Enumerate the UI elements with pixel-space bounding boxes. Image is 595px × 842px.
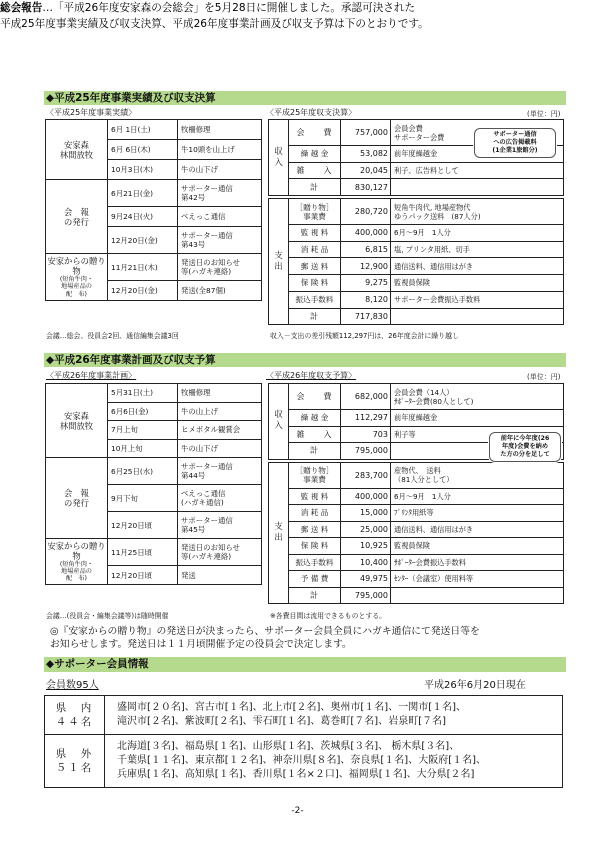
gift-notice-line2: お知らせします。発送日は１１月頃開催予定の役員会で決定します。 bbox=[50, 639, 352, 650]
expense-note: 産物代、 送料 （81人分として） bbox=[391, 462, 564, 488]
activity-row bbox=[46, 254, 262, 281]
activity-detail: 発送(全87個) bbox=[178, 281, 262, 301]
expense-row bbox=[269, 571, 564, 588]
expense-label: 支 出 bbox=[269, 199, 289, 325]
income-item: 会 費 bbox=[289, 384, 341, 410]
activity-category-label: 安家からの贈り物 bbox=[47, 540, 106, 561]
expense-amount: 8,120 bbox=[341, 291, 391, 308]
caption-activities-26: 〈平成26年度事業計画〉 bbox=[46, 371, 137, 380]
activity-detail: ヒメボタル観賞会 bbox=[178, 421, 262, 440]
activity-detail: サポーター通信 第45号 bbox=[178, 512, 262, 539]
activity-detail: 発送 bbox=[178, 566, 262, 585]
intro-line2: 平成25年度事業実績及び収支決算、平成26年度事業計画及び収支予算は下のとおりです。 bbox=[0, 18, 429, 30]
page-number: -2- bbox=[291, 806, 304, 816]
income-note: 利子、広告料として bbox=[391, 162, 564, 179]
activity-category-label: 安家森 林間放牧 bbox=[59, 139, 94, 160]
budget-table-26 bbox=[268, 383, 564, 604]
activity-detail: サポーター通信 第44号 bbox=[178, 458, 262, 485]
expense-note: 監視員保険 bbox=[391, 538, 564, 555]
expense-note: 通信送料、通信用はがき bbox=[391, 258, 564, 275]
member-regions-table bbox=[44, 695, 563, 788]
activity-row bbox=[46, 458, 262, 485]
income-total-label: 計 bbox=[289, 179, 341, 196]
income-amount: 757,000 bbox=[341, 120, 391, 146]
caption-activities-25: 〈平成25年度事業実績〉 bbox=[46, 108, 137, 117]
activity-detail: 牧柵修理 bbox=[178, 120, 262, 140]
section-header-26: ◆平成26年度事業計画及び収支予算 bbox=[44, 353, 566, 367]
income-note: 前年度繰越金 bbox=[391, 410, 564, 427]
expense-note: ｾﾝﾀｰ（会議室）使用料等 bbox=[391, 571, 564, 588]
member-count: 会員数95人 bbox=[46, 680, 99, 691]
income-row bbox=[269, 384, 564, 410]
expense-row bbox=[269, 538, 564, 555]
activity-date: 6月25日(水) bbox=[108, 458, 178, 485]
expense-note: 短角牛肉代, 地場産物代 ゆうパック送料 (87人分) bbox=[391, 199, 564, 225]
expense-label: 支 出 bbox=[269, 462, 289, 604]
expense-item: 監 視 料 bbox=[289, 225, 341, 242]
income-amount: 682,000 bbox=[341, 384, 391, 410]
income-label: 収 入 bbox=[269, 384, 289, 460]
expense-row bbox=[269, 462, 564, 488]
activity-category-label: 会 報 の発行 bbox=[64, 488, 89, 509]
activity-detail: サポーター通信 第42号 bbox=[178, 180, 262, 207]
activities-table-25 bbox=[45, 119, 262, 301]
income-item: 雑 入 bbox=[289, 426, 341, 443]
expense-total-blank bbox=[391, 308, 564, 325]
activity-date: 7月上旬 bbox=[108, 421, 178, 440]
expense-row bbox=[269, 258, 564, 275]
activity-category-note: (短角牛肉・ 地場産品の 配 布) bbox=[59, 276, 94, 298]
section-header-members: ◆サポーター会員情報 bbox=[44, 657, 566, 672]
income-item: 繰 越 金 bbox=[289, 410, 341, 427]
expense-total-row bbox=[269, 587, 564, 604]
expense-row bbox=[269, 521, 564, 538]
expense-note: 通信送料、通信用はがき bbox=[391, 521, 564, 538]
member-region-label: 県 外 ５１名 bbox=[45, 735, 105, 788]
expense-total-amount: 795,000 bbox=[341, 587, 391, 604]
expense-item: ［贈り物］ 事業費 bbox=[289, 199, 341, 225]
activity-date: 12月20日頃 bbox=[108, 566, 178, 585]
expense-amount: 283,700 bbox=[341, 462, 391, 488]
income-total-amount: 795,000 bbox=[341, 443, 391, 460]
income-row bbox=[269, 162, 564, 179]
income-total-blank bbox=[391, 179, 564, 196]
expense-note: 6月～9月 1人分 bbox=[391, 225, 564, 242]
unit-label-25: (単位：円) bbox=[527, 110, 561, 118]
activity-row bbox=[46, 120, 262, 140]
unit-label-26: (単位：円) bbox=[527, 373, 561, 381]
activity-row bbox=[46, 539, 262, 566]
expense-total-label: 計 bbox=[289, 308, 341, 325]
expense-row bbox=[269, 554, 564, 571]
intro-paragraph bbox=[0, 0, 520, 32]
expense-amount: 6,815 bbox=[341, 241, 391, 258]
expense-row bbox=[269, 291, 564, 308]
activity-detail: サポーター通信 第43号 bbox=[178, 227, 262, 254]
activity-detail: 牛の山下げ bbox=[178, 160, 262, 180]
income-row bbox=[269, 410, 564, 427]
activity-detail: 牛の山上げ bbox=[178, 402, 262, 421]
expense-amount: 400,000 bbox=[341, 488, 391, 505]
expense-item: 郵 送 料 bbox=[289, 521, 341, 538]
expense-note: サポーター会費振込手数料 bbox=[391, 291, 564, 308]
income-total-amount: 830,127 bbox=[341, 179, 391, 196]
activity-category-label: 安家森 林間放牧 bbox=[59, 410, 94, 431]
activity-category bbox=[46, 120, 108, 180]
income-item: 会 費 bbox=[289, 120, 341, 146]
expense-total-row bbox=[269, 308, 564, 325]
activity-row bbox=[46, 384, 262, 403]
activity-date: 6月6日(金) bbox=[108, 402, 178, 421]
expense-note: ﾌﾟﾘﾝﾀ用紙等 bbox=[391, 505, 564, 522]
gift-notice bbox=[50, 625, 570, 651]
expense-note: ｻﾎﾟｰﾀｰ会費振込手数料 bbox=[391, 554, 564, 571]
expense-item: 監 視 料 bbox=[289, 488, 341, 505]
income-amount: 53,082 bbox=[341, 146, 391, 163]
expense-item: 振込手数料 bbox=[289, 291, 341, 308]
expense-item: 振込手数料 bbox=[289, 554, 341, 571]
expense-amount: 25,000 bbox=[341, 521, 391, 538]
member-region-row bbox=[45, 696, 563, 735]
expense-total-label: 計 bbox=[289, 587, 341, 604]
expense-item: 郵 送 料 bbox=[289, 258, 341, 275]
activity-date: 10月3日(木) bbox=[108, 160, 178, 180]
activity-date: 9月下旬 bbox=[108, 485, 178, 512]
activity-detail: 発送日のお知らせ 等(ハガキ連絡) bbox=[178, 539, 262, 566]
income-amount: 703 bbox=[341, 426, 391, 443]
income-note: 会員会費 サポーター会費 bbox=[391, 120, 564, 146]
carryover-note-25: 収入－支出の差引残額112,297円は、26年度会計に繰り越し bbox=[270, 332, 459, 340]
caption-budget-25: 〈平成25年度収支決算〉 bbox=[266, 108, 357, 117]
activity-date: 9月24日(火) bbox=[108, 207, 178, 227]
expense-total-blank bbox=[391, 587, 564, 604]
expense-note: 塩, プリンタ用紙、切手 bbox=[391, 241, 564, 258]
expense-item: 保 険 料 bbox=[289, 275, 341, 292]
activity-detail: 発送日のお知らせ 等(ハガキ連絡) bbox=[178, 254, 262, 281]
income-note: 前年度繰越金 bbox=[391, 146, 564, 163]
intro-lead: 総会報告 bbox=[0, 2, 43, 14]
activity-date: 10月上旬 bbox=[108, 439, 178, 458]
activity-category bbox=[46, 180, 108, 254]
expense-note: 6月～9月 1人分 bbox=[391, 488, 564, 505]
section-header-25: ◆平成25年度事業実績及び収支決算 bbox=[44, 91, 566, 105]
activities-table-26 bbox=[45, 383, 262, 585]
income-item: 雑 入 bbox=[289, 162, 341, 179]
activity-category-note: (短角牛肉・ 地場産品の 配 布) bbox=[59, 560, 94, 583]
expense-amount: 15,000 bbox=[341, 505, 391, 522]
activity-category-label: 会 報 の発行 bbox=[64, 206, 89, 227]
activity-date: 12月20日頃 bbox=[108, 512, 178, 539]
expense-amount: 10,925 bbox=[341, 538, 391, 555]
callout-ad-fee: サポーター通信 への広告掲載料 (1企業1旅館分) bbox=[474, 128, 556, 158]
callout-prepaid-fee: 前年に今年度(26 年度)会費を納め た方の分を足して bbox=[489, 432, 561, 462]
expense-item: ［贈り物］ 事業費 bbox=[289, 462, 341, 488]
income-amount: 112,297 bbox=[341, 410, 391, 427]
expense-note: 監視員保険 bbox=[391, 275, 564, 292]
income-total-label: 計 bbox=[289, 443, 341, 460]
expense-item: 予 備 費 bbox=[289, 571, 341, 588]
expense-row bbox=[269, 275, 564, 292]
activity-date: 11月25日頃 bbox=[108, 539, 178, 566]
expense-amount: 49,975 bbox=[341, 571, 391, 588]
expense-amount: 400,000 bbox=[341, 225, 391, 242]
income-note: 利子等 bbox=[391, 426, 564, 443]
activity-detail: 牛の山下げ bbox=[178, 439, 262, 458]
expense-row bbox=[269, 241, 564, 258]
member-region-label: 県 内 ４４名 bbox=[45, 696, 105, 735]
income-total-row bbox=[269, 179, 564, 196]
activity-category bbox=[46, 458, 108, 539]
expense-amount: 9,275 bbox=[341, 275, 391, 292]
activity-date: 12月20日(金) bbox=[108, 281, 178, 301]
income-label: 収 入 bbox=[269, 120, 289, 196]
expense-row bbox=[269, 225, 564, 242]
transfer-note-26: ※各費目間は流用できるものとする。 bbox=[270, 612, 387, 620]
gift-notice-line1: ◎『安家からの贈り物』の発送日が決まったら、サポーター会員全員にハガキ通信にて発送日等を bbox=[50, 626, 480, 637]
meeting-note-26: 会議…(役員会・編集会議等)は随時開催 bbox=[46, 612, 169, 620]
meeting-note-25: 会議…総会、役員会2回、通信編集会議3回 bbox=[46, 332, 179, 340]
activity-detail: べえっこ通信 bbox=[178, 207, 262, 227]
activity-detail: べえっこ通信 (ハガキ通信) bbox=[178, 485, 262, 512]
activity-category bbox=[46, 254, 108, 301]
income-item: 繰 越 金 bbox=[289, 146, 341, 163]
expense-item: 保 険 料 bbox=[289, 538, 341, 555]
activity-category bbox=[46, 539, 108, 585]
expense-item: 消 耗 品 bbox=[289, 505, 341, 522]
activity-row bbox=[46, 180, 262, 207]
activity-date: 6月 6日(木) bbox=[108, 140, 178, 160]
activity-detail: 牛10頭を山上げ bbox=[178, 140, 262, 160]
activity-date: 6月 1日(土) bbox=[108, 120, 178, 140]
intro-line1: …「平成26年度安家森の会総会」を5月28日に開催しました。承認可決された bbox=[42, 2, 416, 14]
expense-amount: 280,720 bbox=[341, 199, 391, 225]
expense-item: 消 耗 品 bbox=[289, 241, 341, 258]
activity-category bbox=[46, 384, 108, 458]
activity-detail: 牧柵修理 bbox=[178, 384, 262, 403]
activity-date: 11月21日(木) bbox=[108, 254, 178, 281]
member-region-row bbox=[45, 735, 563, 788]
activity-date: 5月31日(土) bbox=[108, 384, 178, 403]
income-amount: 20,045 bbox=[341, 162, 391, 179]
expense-amount: 12,900 bbox=[341, 258, 391, 275]
income-note: 会員会費（14人） ｻﾎﾟｰﾀｰ会費(80人として) bbox=[391, 384, 564, 410]
expense-row bbox=[269, 488, 564, 505]
expense-amount: 10,400 bbox=[341, 554, 391, 571]
expense-row bbox=[269, 199, 564, 225]
expense-row bbox=[269, 505, 564, 522]
activity-category-label: 安家からの贈り物 bbox=[47, 256, 106, 277]
member-region-list: 北海道[３名]、福島県[１名]、山形県[１名]、茨城県[３名]、 栃木県[３名]、 千葉県[１１名]、東京都[１２名]、神奈川県[８名]、奈良県[１名]、大阪府[１名]、 兵庫県[１名]、高知県[１名]、香川県[１名×２口]、福岡県[１名]、大分県[２名] bbox=[105, 735, 563, 788]
activity-date: 12月20日(金) bbox=[108, 227, 178, 254]
member-region-list: 盛岡市[２０名]、宮古市[１名]、北上市[２名]、奥州市[１名]、一関市[１名]、 滝沢市[２名]、紫波町[２名]、雫石町[１名]、葛巻町[７名]、岩泉町[７名] bbox=[105, 696, 563, 735]
member-date: 平成26年6月20日現在 bbox=[424, 680, 526, 691]
activity-date: 6月21日(金) bbox=[108, 180, 178, 207]
expense-total-amount: 717,830 bbox=[341, 308, 391, 325]
caption-budget-26: 〈平成26年度収支予算〉 bbox=[266, 371, 357, 380]
